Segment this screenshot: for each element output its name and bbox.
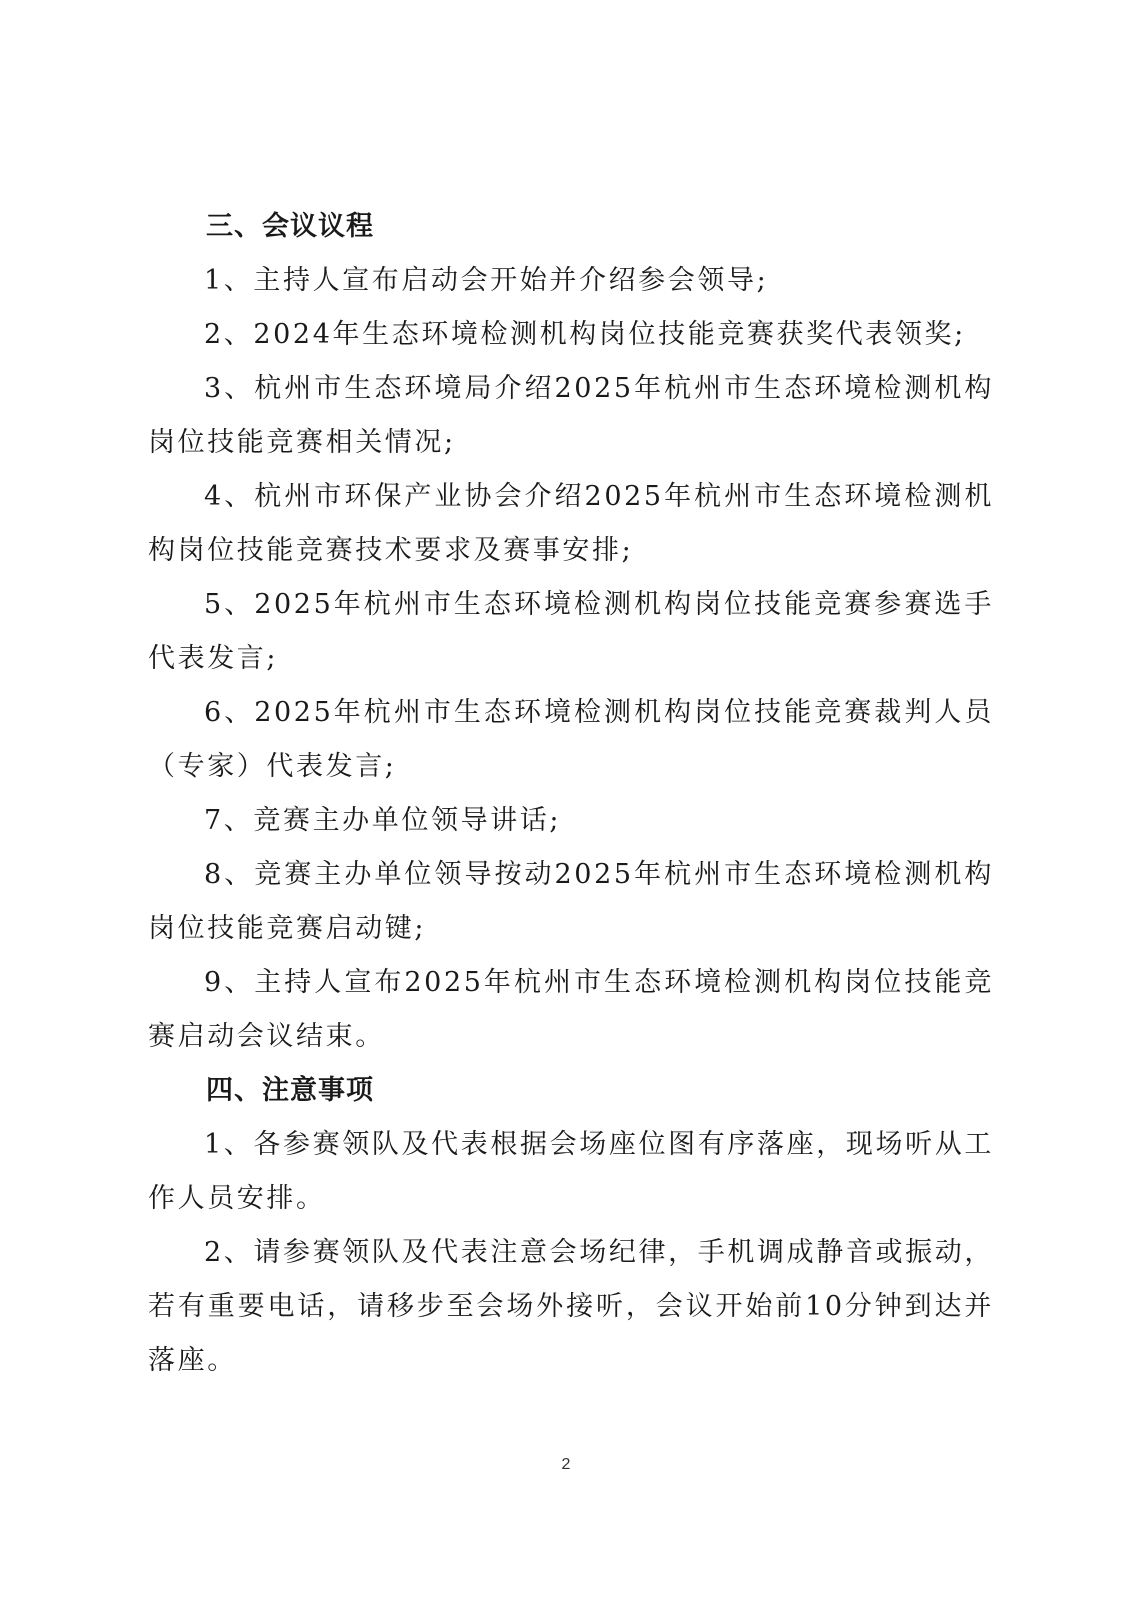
agenda-item-4: 4、杭州市环保产业协会介绍2025年杭州市生态环境检测机构岗位技能竞赛技术要求及赛事安排; bbox=[148, 481, 994, 566]
agenda-item-6: 6、2025年杭州市生态环境检测机构岗位技能竞赛裁判人员（专家）代表发言; bbox=[148, 697, 994, 782]
agenda-item-2: 2、2024年生态环境检测机构岗位技能竞赛获奖代表领奖; bbox=[204, 319, 966, 350]
page-number: 2 bbox=[561, 1456, 571, 1473]
notes-item-2: 2、请参赛领队及代表注意会场纪律，手机调成静音或振动，若有重要电话，请移步至会场外接听，会议开始前10分钟到达并落座。 bbox=[148, 1237, 994, 1376]
section-title-notes: 四、注意事项 bbox=[206, 1075, 374, 1106]
agenda-item-5: 5、2025年杭州市生态环境检测机构岗位技能竞赛参赛选手代表发言; bbox=[148, 589, 994, 674]
notes-item-1: 1、各参赛领队及代表根据会场座位图有序落座，现场听从工作人员安排。 bbox=[148, 1129, 994, 1214]
agenda-item-7: 7、竞赛主办单位领导讲话; bbox=[204, 805, 562, 836]
agenda-item-1: 1、主持人宣布启动会开始并介绍参会领导; bbox=[204, 265, 769, 296]
agenda-item-8: 8、竞赛主办单位领导按动2025年杭州市生态环境检测机构岗位技能竞赛启动键; bbox=[148, 859, 994, 944]
agenda-item-3: 3、杭州市生态环境局介绍2025年杭州市生态环境检测机构岗位技能竞赛相关情况; bbox=[148, 373, 994, 458]
section-title-agenda: 三、会议议程 bbox=[206, 211, 374, 242]
document-body bbox=[148, 200, 994, 1388]
agenda-item-9: 9、主持人宣布2025年杭州市生态环境检测机构岗位技能竞赛启动会议结束。 bbox=[148, 967, 994, 1052]
